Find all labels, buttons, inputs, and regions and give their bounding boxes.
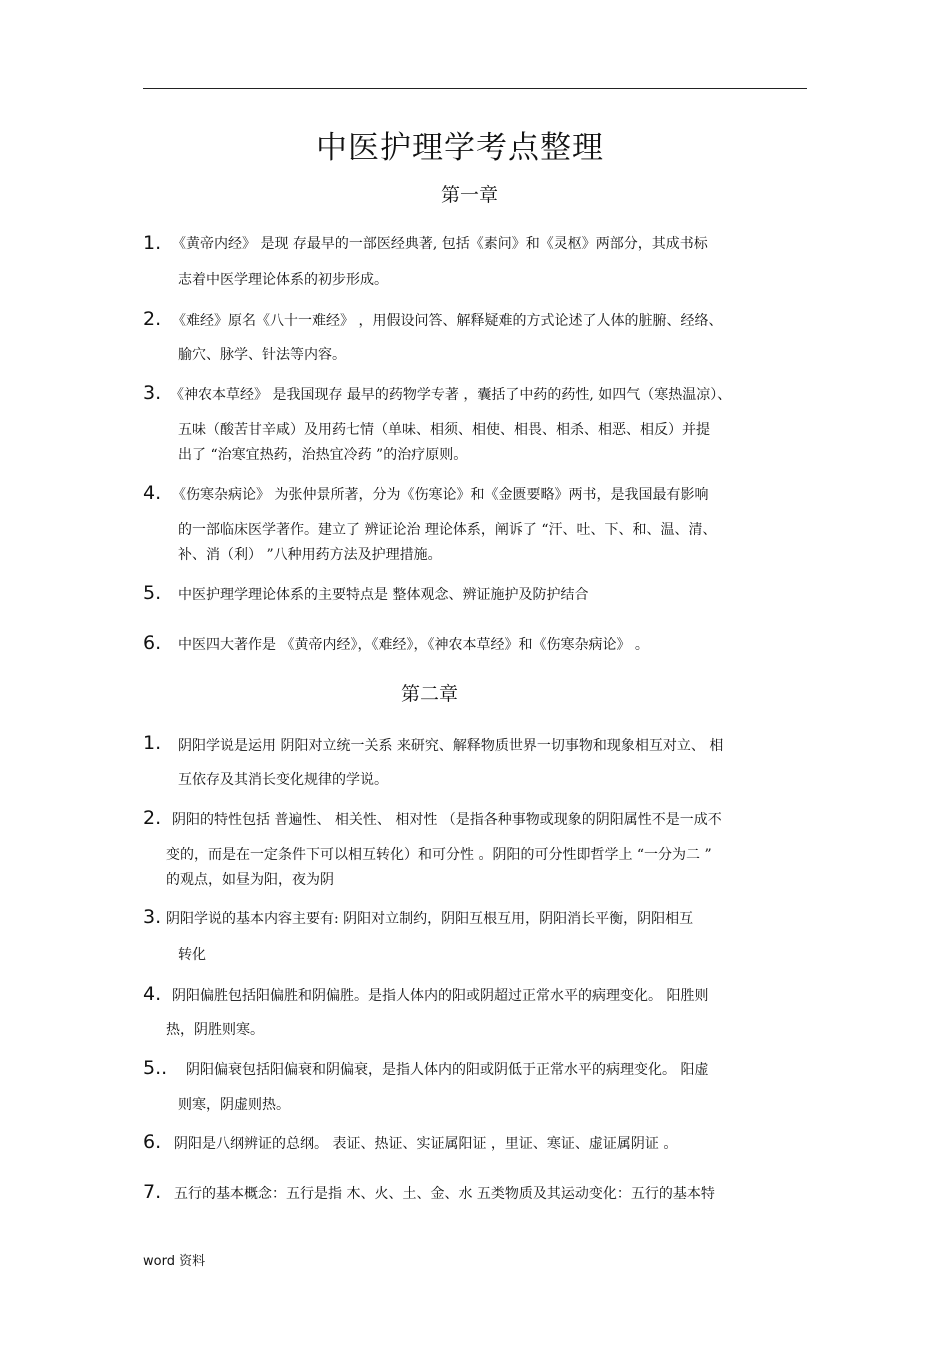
item-text: 《黄帝内经》 是现 存最早的一部医经典著, 包括《素问》和《灵枢》两部分，其成书标	[172, 236, 708, 252]
chapter-heading-1: 第一章	[441, 184, 499, 206]
item-text: 互依存及其消长变化规律的学说。	[178, 772, 388, 788]
item-text: 热，阴胜则寒。	[166, 1022, 264, 1038]
item-text: 腧穴、脉学、针法等内容。	[178, 347, 346, 363]
item-text: 阴阳偏胜包括阳偏胜和阴偏胜。是指人体内的阳或阴超过正常水平的病理变化。 阳胜则	[172, 988, 709, 1004]
item-number: 5..	[143, 1057, 168, 1079]
item-text: 《难经》原名《八十一难经》 ，用假设问答、解释疑难的方式论述了人体的脏腑、经络、	[172, 313, 723, 329]
item-text: 五味（酸苦甘辛咸）及用药七情（单味、相须、相使、相畏、相杀、相恶、相反）并提	[178, 422, 710, 438]
page-title: 中医护理学考点整理	[316, 130, 604, 166]
item-number: 6.	[143, 1131, 162, 1153]
item-number: 5.	[143, 582, 162, 604]
item-number: 2.	[143, 308, 162, 330]
item-text: 中医护理学理论体系的主要特点是 整体观念、辨证施护及防护结合	[178, 587, 589, 603]
item-text: 阴阳偏衰包括阳偏衰和阴偏衰，是指人体内的阳或阴低于正常水平的病理变化。 阳虚	[186, 1062, 709, 1078]
item-number: 4.	[143, 983, 162, 1005]
item-text: 则寒，阴虚则热。	[178, 1097, 290, 1113]
item-text: 的一部临床医学著作。建立了 辨证论治 理论体系，阐诉了 “汗、吐、下、和、温、清、	[178, 522, 717, 538]
item-number: 1.	[143, 232, 162, 254]
item-text: 五行的基本概念：五行是指 木、火、土、金、水 五类物质及其运动变化：五行的基本特	[174, 1186, 715, 1202]
item-text: 阴阳学说的基本内容主要有: 阴阳对立制约，阴阳互根互用，阴阳消长平衡，阴阳相互	[166, 911, 694, 927]
item-number: 6.	[143, 632, 162, 654]
item-text: 阴阳是八纲辨证的总纲。 表证、热证、实证属阳证 ，里证、寒证、虚证属阴证 。	[174, 1136, 678, 1152]
chapter-heading-2: 第二章	[401, 683, 459, 705]
item-text: 《神农本草经》 是我国现存 最早的药物学专著 ，囊括了中药的药性, 如四气（寒热温凉）、	[170, 387, 732, 403]
item-number: 7.	[143, 1181, 162, 1203]
item-text: 《伤寒杂病论》 为张仲景所著，分为《伤寒论》和《金匮要略》两书，是我国最有影响	[172, 487, 709, 503]
item-text: 出了 “治寒宜热药，治热宜冷药 ”的治疗原则。	[178, 447, 468, 463]
item-number: 3.	[143, 382, 162, 404]
page-footer: word 资料	[143, 1254, 206, 1269]
item-text: 志着中医学理论体系的初步形成。	[178, 272, 388, 288]
item-number: 4.	[143, 482, 162, 504]
item-text: 阴阳学说是运用 阴阳对立统一关系 来研究、解释物质世界一切事物和现象相互对立、 相	[178, 738, 724, 754]
item-number: 2.	[143, 807, 162, 829]
item-text: 的观点，如昼为阳，夜为阴	[166, 872, 334, 888]
item-text: 补、消（利） ”八种用药方法及护理措施。	[178, 547, 442, 563]
item-text: 转化	[178, 947, 206, 963]
item-number: 1.	[143, 732, 162, 754]
item-number: 3.	[143, 906, 162, 928]
item-text: 变的，而是在一定条件下可以相互转化）和可分性 。阴阳的可分性即哲学上 “一分为二 ”	[166, 847, 712, 863]
item-text: 阴阳的特性包括 普遍性、 相关性、 相对性 （是指各种事物或现象的阴阳属性不是一成不	[172, 812, 722, 828]
header-rule	[143, 88, 807, 89]
item-text: 中医四大著作是 《黄帝内经》，《难经》，《神农本草经》和《伤寒杂病论》 。	[178, 637, 649, 653]
